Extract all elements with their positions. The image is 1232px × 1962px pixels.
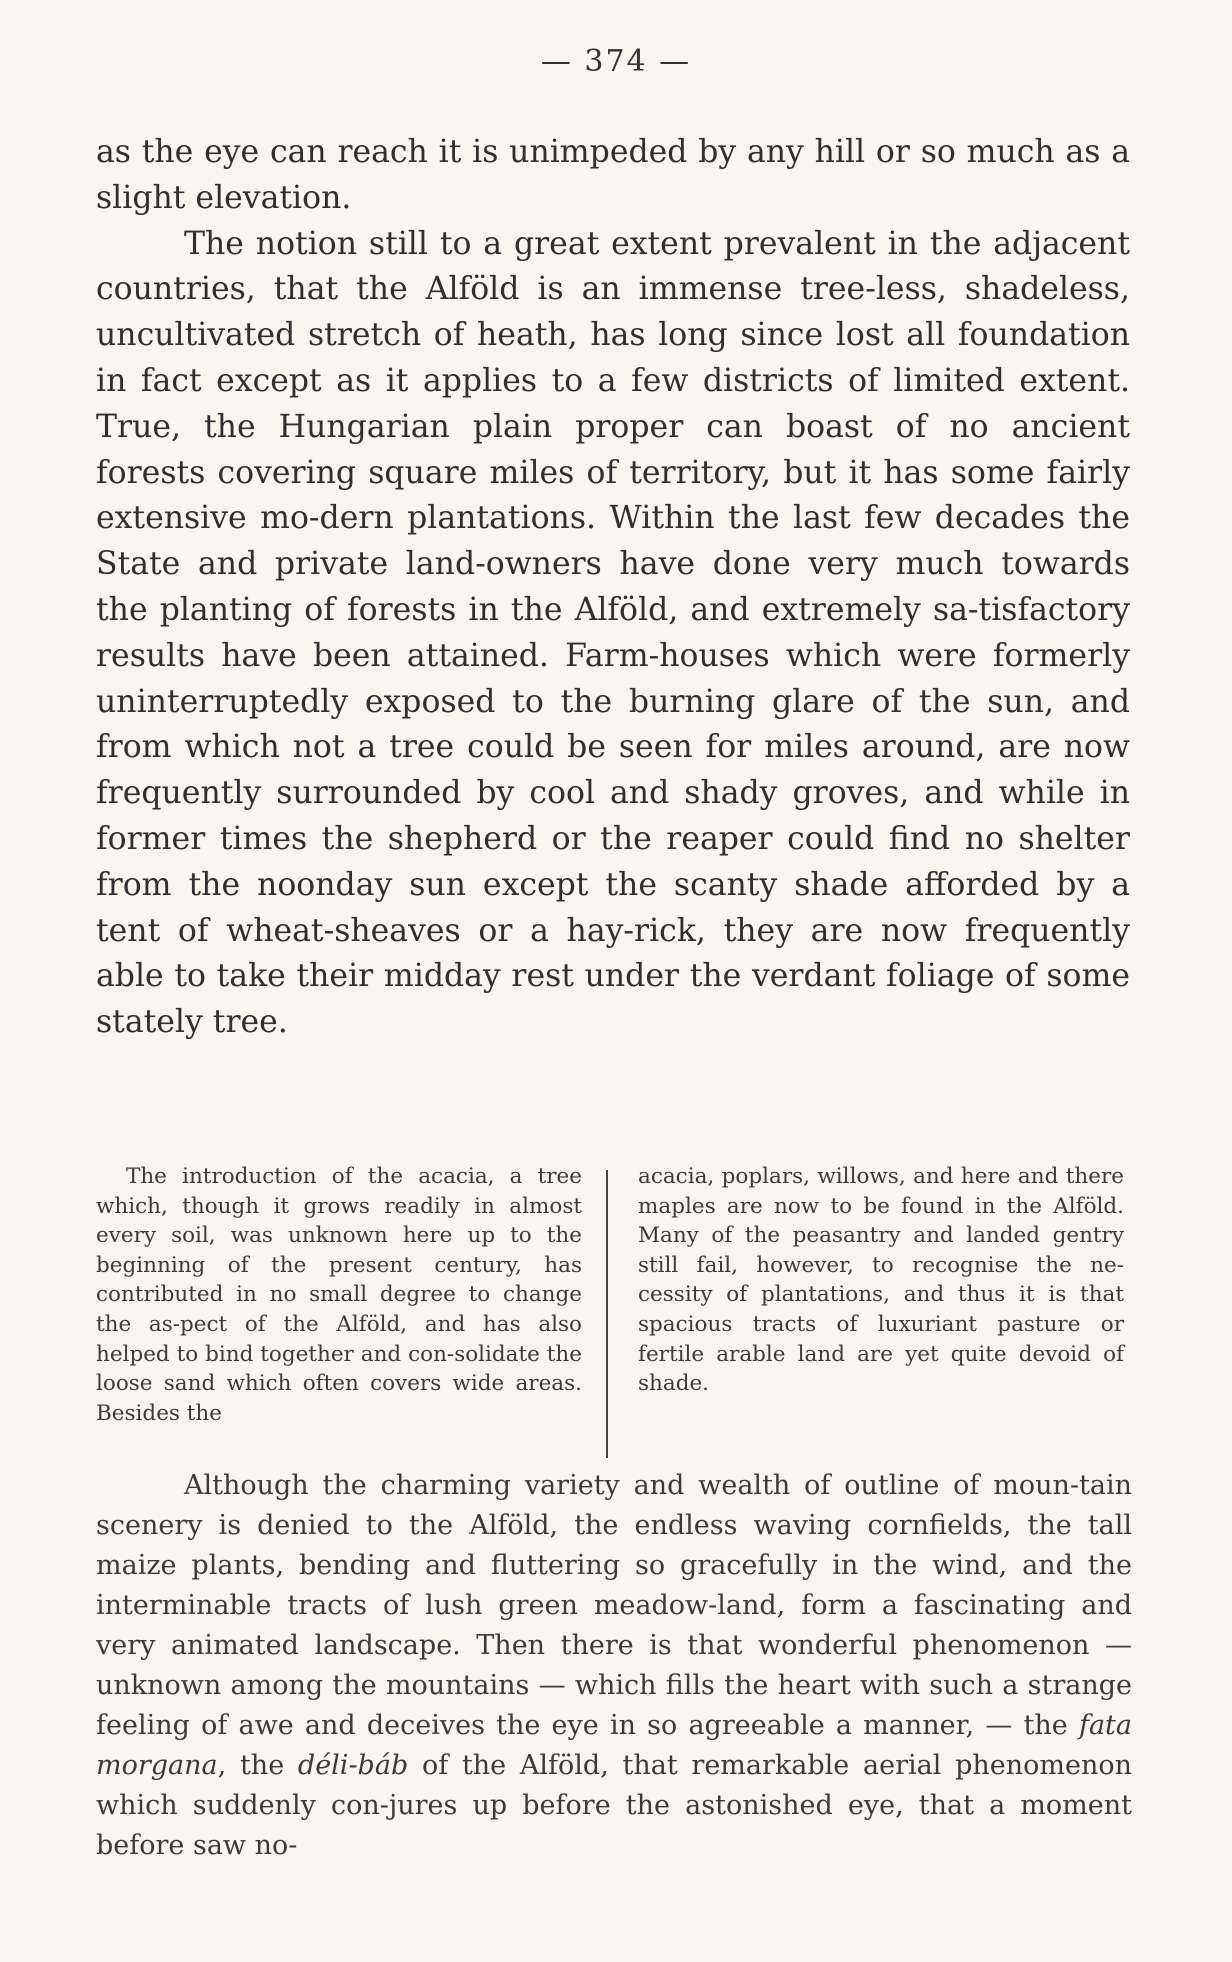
acacia-paragraph: The introduction of the acacia, a tree which, though it grows readily in almost every soil, was unknown here up to the beginning of the present century, has contributed in no small degree to change the as-pect of the Alföld, and has also helped to bind together and con-solidate the loose sand which often covers wide areas. Besides the [96,1164,582,1426]
page-number: — 374 — [540,44,692,79]
landscape-text [96,1466,1132,1866]
column-divider [606,1170,608,1458]
landscape-text-after: of the Alföld, that remarkable aerial phenomenon which suddenly con-jures up before the astonished eye, that a moment before saw no- [96,1750,1132,1861]
main-text [96,130,1130,1046]
continuation-paragraph: as the eye can reach it is unimpeded by any hill or so much as a slight elevation. [96,134,1130,216]
small-print-section [96,1162,1132,1457]
plantations-paragraph: acacia, poplars, willows, and here and there maples are now to be found in the Alföld. Many of the peasantry and landed gentry still fail, however, to recognise the ne-cessity of plantations, and thus it is that spacious tracts of luxuriant pasture or fertile arable land are yet quite devoid of shade. [638,1164,1124,1397]
deli-bab-term: déli-báb [297,1750,409,1781]
landscape-text-before: Although the charming variety and wealth of outline of moun-tain scenery is denied to the Alföld, the endless waving cornfields, the tall maize plants, bending and fluttering so gracefully in the wind, and the interminable tracts of lush green meadow-land, form a fascinating and very animated landscape. Then there is that wonderful phenomenon — unknown among the mountains — which fills the heart with such a strange feeling of awe and deceives the eye in so agreeable a manner, — the [96,1470,1132,1741]
small-print-left-column [96,1162,582,1428]
small-print-right-column [638,1162,1124,1399]
landscape-paragraph [96,1466,1132,1866]
landscape-text-between: , the [217,1750,298,1781]
fata-morgana-term: fata morgana [96,1710,1132,1781]
forest-paragraph: The notion still to a great extent prevalent in the adjacent countries, that the Alföld is an immense tree-less, shadeless, uncultivated stretch of heath, has long since lost all foundation in fact except as it applies to a few districts of limited extent. True, the Hungarian plain proper can boast of no ancient forests covering square miles of territory, but it has some fairly extensive mo-dern plantations. Within the last few decades the State and private land-owners have done very much towards the planting of forests in the Alföld, and extremely sa-tisfactory results have been attained. Farm-houses which were formerly uninterruptedly exposed to the burning glare of the sun, and from which not a tree could be seen for miles around, are now frequently surrounded by cool and shady groves, and while in former times the shepherd or the reaper could find no shelter from the noonday sun except the scanty shade afforded by a tent of wheat-sheaves or a hay-rick, they are now frequently able to take their midday rest under the verdant foliage of some stately tree. [96,225,1130,1041]
